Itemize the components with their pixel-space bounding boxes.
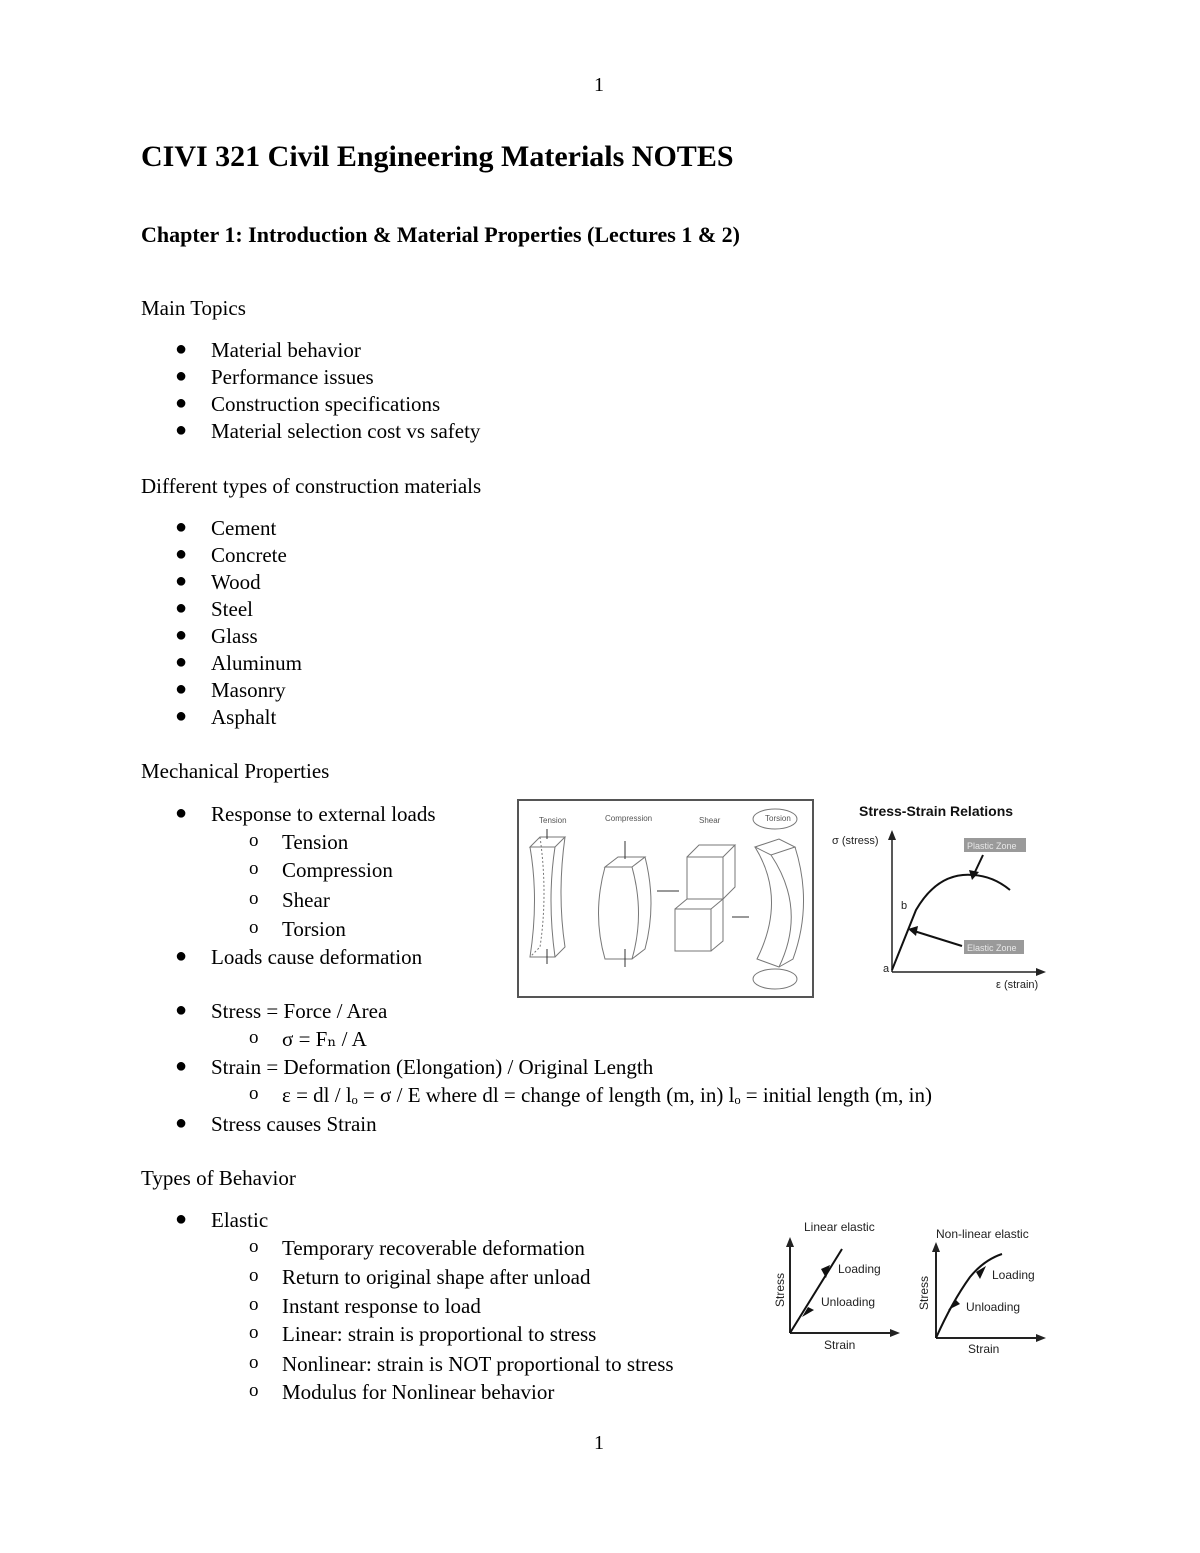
mechanical-heading: Mechanical Properties (141, 759, 330, 783)
bullet-icon: ● (175, 651, 188, 673)
page-number-top: 1 (594, 74, 604, 96)
y-axis-arrow-icon (888, 830, 896, 840)
plastic-zone-label: Plastic Zone (967, 841, 1017, 851)
unloading-label: Unloading (966, 1300, 1021, 1314)
circle-bullet-icon: o (249, 1083, 259, 1104)
bullet-icon: ● (175, 999, 188, 1021)
x-axis-arrow-icon (1036, 1334, 1046, 1342)
behavior-heading: Types of Behavior (141, 1166, 296, 1190)
circle-bullet-icon: o (249, 888, 259, 909)
bullet-icon: ● (175, 1112, 188, 1134)
circle-bullet-icon: o (249, 1352, 259, 1373)
torsion-label: Torsion (765, 814, 791, 823)
circle-bullet-icon: o (249, 1265, 259, 1286)
circle-bullet-icon: o (249, 1027, 259, 1048)
bullet-icon: ● (175, 945, 188, 967)
shear-label: Shear (699, 816, 721, 825)
x-axis-arrow-icon (890, 1329, 900, 1337)
circle-bullet-icon: o (249, 1322, 259, 1343)
bullet-icon: ● (175, 419, 188, 441)
materials-heading: Different types of construction materials (141, 474, 482, 498)
bullet-icon: ● (175, 516, 188, 538)
circle-bullet-icon: o (249, 830, 259, 851)
bullet-icon: ● (175, 624, 188, 646)
bullet-icon: ● (175, 1208, 188, 1230)
stress-strain-curve (892, 875, 1010, 970)
compression-label: Compression (605, 814, 653, 823)
bullet-icon: ● (175, 365, 188, 387)
x-axis-label: Strain (824, 1338, 856, 1352)
linear-elastic-figure (766, 1215, 904, 1355)
circle-bullet-icon: o (249, 917, 259, 938)
document-title: CIVI 321 Civil Engineering Materials NOTES (141, 140, 734, 173)
nonlinear-elastic-figure (912, 1222, 1052, 1360)
y-axis-label: σ (stress) (832, 835, 879, 847)
chapter-heading: Chapter 1: Introduction & Material Properties (Lectures 1 & 2) (141, 222, 740, 247)
figure-title: Stress-Strain Relations (859, 803, 1014, 819)
bullet-icon: ● (175, 570, 188, 592)
bullet-icon: ● (175, 705, 188, 727)
bullet-icon: ● (175, 597, 188, 619)
x-axis-label: ε (strain) (996, 979, 1039, 991)
elastic-zone-label: Elastic Zone (967, 943, 1017, 953)
x-axis-arrow-icon (1036, 968, 1046, 976)
y-axis-arrow-icon (932, 1242, 940, 1252)
stress-strain-figure (828, 800, 1058, 996)
loading-label: Loading (992, 1268, 1035, 1282)
bullet-icon: ● (175, 802, 188, 824)
bullet-icon: ● (175, 678, 188, 700)
loading-curve (936, 1254, 1002, 1338)
bullet-icon: ● (175, 392, 188, 414)
point-b-label: b (901, 900, 908, 912)
circle-bullet-icon: o (249, 1294, 259, 1315)
y-axis-label: Stress (917, 1275, 931, 1310)
load-types-figure (517, 799, 815, 999)
figure-title: Linear elastic (804, 1220, 875, 1234)
bullet-icon: ● (175, 1055, 188, 1077)
page-number-bottom: 1 (594, 1432, 604, 1454)
bullet-icon: ● (175, 338, 188, 360)
unloading-label: Unloading (821, 1295, 876, 1309)
circle-bullet-icon: o (249, 858, 259, 879)
loading-line (790, 1249, 842, 1333)
circle-bullet-icon: o (249, 1380, 259, 1401)
circle-bullet-icon: o (249, 1236, 259, 1257)
y-axis-label: Stress (773, 1272, 787, 1307)
figure-title: Non-linear elastic (936, 1227, 1029, 1241)
loading-label: Loading (838, 1262, 881, 1276)
main-topics-heading: Main Topics (141, 296, 246, 320)
point-a-label: a (883, 963, 890, 975)
tension-label: Tension (539, 816, 567, 825)
bullet-icon: ● (175, 543, 188, 565)
x-axis-label: Strain (968, 1342, 1000, 1356)
y-axis-arrow-icon (786, 1237, 794, 1247)
